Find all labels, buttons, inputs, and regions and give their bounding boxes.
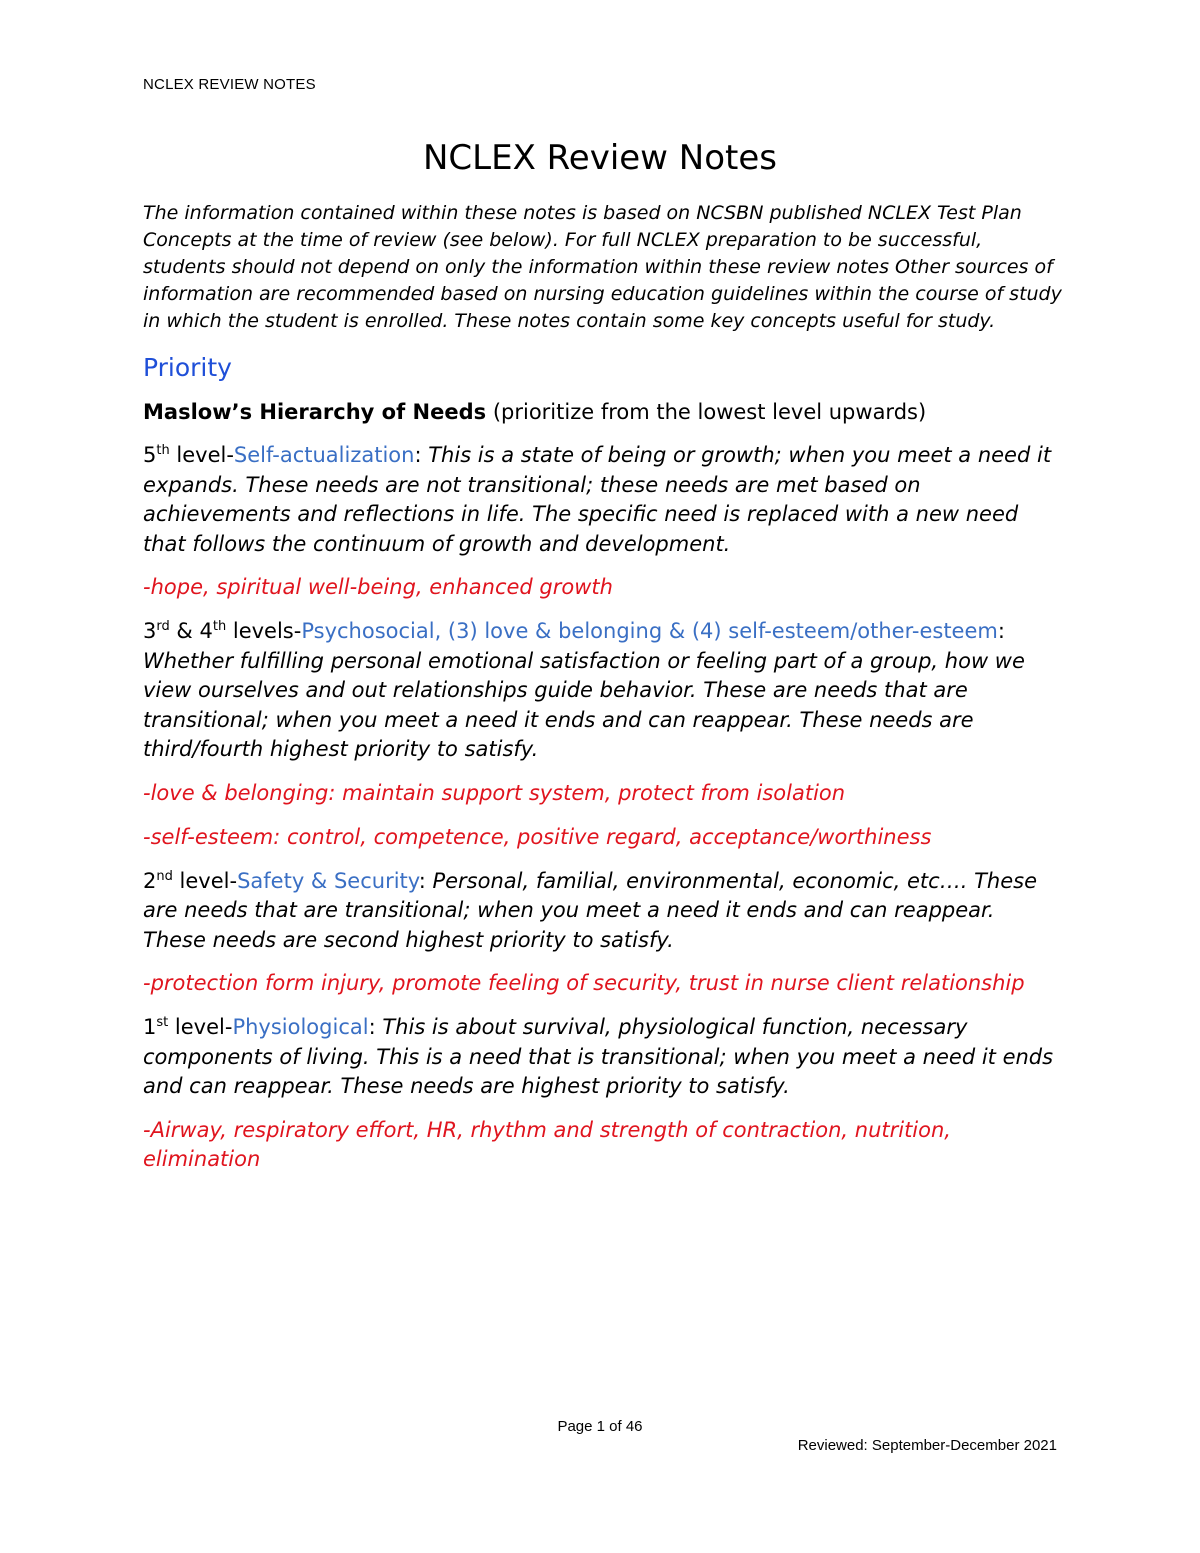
intro-paragraph: The information contained within these notes is based on NCSBN published NCLEX Test Plan Concepts at the time of review (see below). For full NCLEX preparation to be successful, students should not depend on only the information within these review notes Other sources of information are recommended based on nursing education guidelines within the course of study in which the student is enrolled. These notes contain some key concepts useful for study. [143, 202, 1062, 332]
level-5-paragraph [143, 441, 1063, 559]
level-1-number: 1 [143, 1015, 157, 1039]
maslow-subheading [143, 397, 1063, 427]
level-3-4-term: Psychosocial, (3) love & belonging & (4) self-esteem/other-esteem [301, 619, 998, 643]
level-1-colon: : [368, 1015, 383, 1039]
level-4-number: & 4 [169, 619, 213, 643]
document-title: NCLEX Review Notes [422, 138, 777, 178]
level-3-number: 3 [143, 619, 157, 643]
self-esteem-note: -self-esteem: control, competence, positive regard, acceptance/worthiness [143, 824, 932, 849]
level-2-note: -protection form injury, promote feeling of security, trust in nurse client relationship [143, 971, 1025, 995]
level-5-prefix: level- [169, 443, 234, 467]
level-2-term: Safety & Security [237, 868, 419, 893]
level-3-4-description: Whether fulfilling personal emotional satisfaction or feeling part of a group, how we view ourselves and out relationships guide behavior. These are needs that are transitional; when you meet a need it ends and can reappear. These needs are third/fourth highest priority to satisfy. [143, 648, 1025, 761]
level-3-ordinal: rd [156, 619, 170, 634]
level-1-prefix: level- [168, 1015, 233, 1039]
document-body [143, 200, 1063, 1189]
reviewed-date: Reviewed: September-December 2021 [797, 1437, 1057, 1454]
level-5-ordinal: th [156, 443, 170, 458]
level-1-description: This is about survival, physiological function, necessary components of living. This is a need that is transitional; when you meet a need it ends and can reappear. These needs are highest priority to satisfy. [143, 1015, 1054, 1098]
running-header: NCLEX REVIEW NOTES [143, 76, 316, 93]
level-5-number: 5 [143, 443, 157, 467]
level-5-colon: : [414, 443, 429, 467]
section-heading-priority: Priority [143, 353, 232, 382]
level-2-colon: : [418, 868, 433, 893]
level-1-note: -Airway, respiratory effort, HR, rhythm and strength of contraction, nutrition, elimination [143, 1117, 951, 1171]
level-5-term: Self-actualization [233, 443, 415, 467]
level-5-note: -hope, spiritual well-being, enhanced growth [143, 575, 613, 599]
level-1-paragraph [143, 1013, 1063, 1102]
level-2-prefix: level- [172, 868, 238, 893]
level-2-ordinal: nd [156, 868, 173, 884]
love-belonging-note: -love & belonging: maintain support system, protect from isolation [143, 780, 846, 805]
maslow-subtitle: (prioritize from the lowest level upwards) [486, 400, 927, 424]
level-2-number: 2 [143, 868, 157, 893]
level-3-4-colon: : [997, 619, 1005, 643]
maslow-title: Maslow’s Hierarchy of Needs [143, 400, 487, 424]
page-number: Page 1 of 46 [557, 1418, 643, 1435]
level-1-term: Physiological [232, 1015, 369, 1039]
level-4-ordinal: th [212, 619, 227, 634]
level-3-4-prefix: levels- [226, 619, 302, 643]
level-1-ordinal: st [156, 1015, 169, 1030]
level-2-description: Personal, familial, environmental, economic, etc…. These are needs that are transitional; when you meet a need it ends and can reappear. These needs are second highest priority to satisfy. [143, 868, 1037, 952]
level-2-paragraph [143, 867, 1063, 956]
level-5-description: This is a state of being or growth; when you meet a need it expands. These needs are not transitional; these needs are met based on achievements and reflections in life. The specific need is replaced with a new need that follows the continuum of growth and development. [143, 443, 1052, 556]
level-3-4-paragraph [143, 617, 1063, 765]
